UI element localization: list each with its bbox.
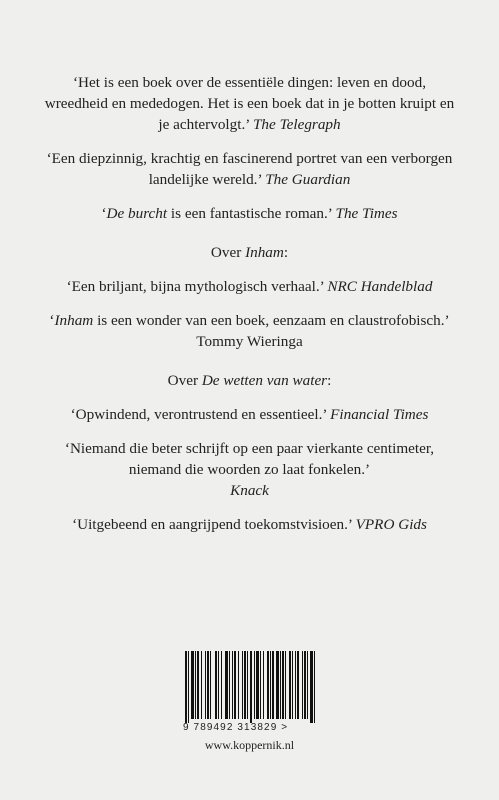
quote-source: NRC Handelblad — [327, 278, 433, 295]
quote-telegraph: ‘Het is een boek over de essentiële dingen: leven en dood, wreedheid en mededogen. Het is een boek dat in je botten kruipt en je achtervolgt.’ The Telegraph — [44, 74, 455, 133]
isbn-number: 9 789492 313829 > — [183, 722, 289, 733]
barcode-bar — [276, 651, 279, 719]
quote-source: The Guardian — [265, 171, 351, 188]
barcode-bar — [302, 651, 303, 719]
quote-source: The Telegraph — [252, 116, 341, 133]
barcode-bar — [270, 651, 271, 719]
barcode-bar — [285, 651, 286, 719]
barcode-bar — [267, 651, 269, 719]
barcode-bar — [197, 651, 199, 719]
barcode-bar — [295, 651, 296, 719]
quote-nrc: ‘Een briljant, bijna mythologisch verhaal.’ NRC Handelblad — [66, 278, 433, 295]
barcode-bar — [260, 651, 261, 719]
section-heading-inham: Over Inham: — [210, 244, 289, 261]
quote-guardian: ‘Een diepzinnig, krachtig en fascinerend portret van een verborgen landelijke wereld.’ The Guardian — [46, 150, 453, 188]
barcode-bar — [225, 651, 228, 719]
barcode-bar — [205, 651, 206, 719]
barcode-bar — [272, 651, 274, 719]
blurb-quotes — [40, 72, 459, 548]
quote-vpro: ‘Uitgebeend en aangrijpend toekomstvisioen.’ VPRO Gids — [72, 516, 427, 533]
barcode-bar — [229, 651, 230, 719]
barcode-bar — [304, 651, 306, 719]
barcode-bar — [314, 651, 315, 723]
barcode-bar — [215, 651, 217, 719]
barcode-bar — [256, 651, 259, 719]
barcode-bar — [221, 651, 222, 719]
barcode-bar — [310, 651, 313, 723]
barcode-bar — [292, 651, 293, 719]
barcode-bar — [188, 651, 189, 723]
barcode-bar — [191, 651, 194, 719]
quote-source: Knack — [230, 482, 269, 499]
barcode-bar — [250, 651, 252, 723]
barcode-bar — [218, 651, 219, 719]
barcode-bar — [210, 651, 211, 719]
quote-wieringa: ‘Inham is een wonder van een boek, eenzaam en claustrofobisch.’ Tommy Wieringa — [49, 312, 450, 350]
barcode-bar — [244, 651, 246, 719]
section-heading-wetten: Over De wetten van water: — [167, 372, 332, 389]
publisher-website: www.koppernik.nl — [204, 738, 295, 752]
barcode-bar — [263, 651, 264, 719]
barcode-bar — [282, 651, 284, 719]
barcode-bar — [201, 651, 202, 719]
barcode-icon — [183, 651, 317, 723]
quote-ft: ‘Opwindend, verontrustend en essentieel.’ Financial Times — [70, 406, 429, 423]
barcode-bar — [247, 651, 248, 719]
barcode-bar — [289, 651, 291, 719]
barcode-bar — [234, 651, 236, 719]
barcode-bar — [232, 651, 233, 719]
quote-knack: ‘Niemand die beter schrijft op een paar vierkante centimeter, niemand die woorden zo laat fonkelen.’ Knack — [64, 440, 435, 499]
barcode-bar — [280, 651, 281, 719]
barcode-bar — [254, 651, 255, 719]
barcode-bar — [242, 651, 243, 719]
quote-source: Financial Times — [330, 406, 429, 423]
barcode-bar — [195, 651, 196, 719]
barcode — [183, 651, 317, 723]
barcode-bar — [185, 651, 187, 723]
barcode-bar — [207, 651, 209, 719]
quote-source: The Times — [335, 205, 398, 222]
quote-times: ‘De burcht is een fantastische roman.’ The Times — [101, 205, 398, 222]
quote-source: VPRO Gids — [355, 516, 427, 533]
barcode-bar — [238, 651, 239, 719]
barcode-bar — [297, 651, 299, 719]
barcode-bar — [307, 651, 308, 719]
